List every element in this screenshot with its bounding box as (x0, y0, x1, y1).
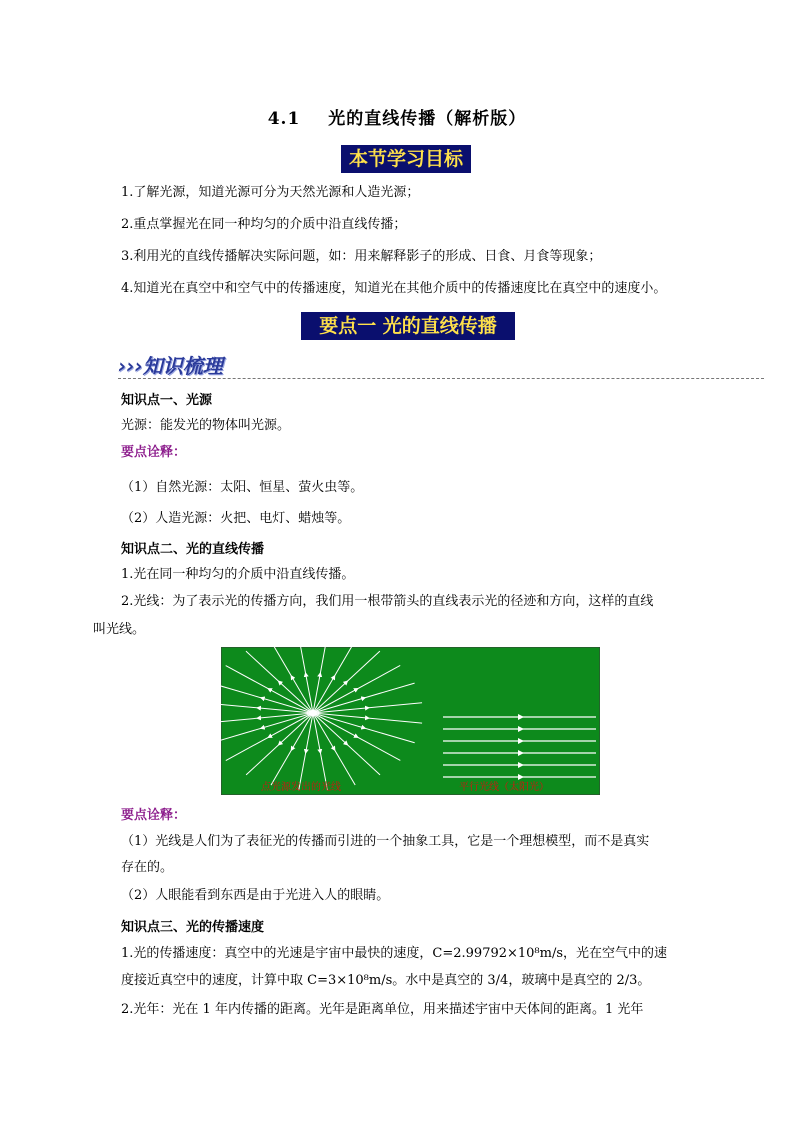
objective-item: 2.重点掌握光在同一种均匀的介质中沿直线传播； (121, 217, 407, 232)
k1-definition: 光源：能发光的物体叫光源。 (121, 418, 291, 433)
k2-heading: 知识点二、光的直线传播 (121, 542, 265, 557)
k1-item: （1）自然光源：太阳、恒星、萤火虫等。 (121, 480, 364, 495)
objectives-banner: 本节学习目标 (341, 145, 471, 173)
k1-heading: 知识点一、光源 (121, 393, 213, 408)
right-caption: 平行光线（太阳光） (459, 782, 549, 793)
k2-note: （2）人眼能看到东西是由于光进入人的眼睛。 (121, 888, 390, 903)
k2-note: 存在的。 (121, 860, 174, 875)
light-rays-diagram (221, 647, 600, 795)
key-point-banner: 要点一 光的直线传播 (301, 312, 515, 340)
objective-item: 4.知道光在真空中和空气中的传播速度，知道光在其他介质中的传播速度比在真空中的速度小。 (121, 281, 667, 296)
objective-item: 1.了解光源，知道光源可分为天然光源和人造光源； (121, 185, 420, 200)
section-heading: ›››知识梳理 (118, 354, 223, 378)
page-title (0, 104, 794, 129)
section-divider (118, 378, 764, 379)
k3-line: 2.光年：光在 1 年内传播的距离。光年是距离单位，用来描述宇宙中天体间的距离。1 光年 (121, 1002, 644, 1017)
k3-heading: 知识点三、光的传播速度 (121, 920, 265, 935)
k3-line: 1.光的传播速度：真空中的光速是宇宙中最快的速度，C=2.99792×10⁸m/s，光在空气中的速 (121, 946, 668, 961)
objective-item: 3.利用光的直线传播解决实际问题，如：用来解释影子的形成、日食、月食等现象； (121, 249, 602, 264)
k2-note: （1）光线是人们为了表征光的传播而引进的一个抽象工具，它是一个理想模型，而不是真实 (121, 834, 650, 849)
k2-line: 1.光在同一种均匀的介质中沿直线传播。 (121, 567, 355, 582)
k1-note-label: 要点诠释： (121, 445, 187, 460)
k2-note-label: 要点诠释： (121, 808, 187, 823)
section-number: 4.1 (267, 109, 301, 129)
title-text: 光的直线传播（解析版） (328, 109, 527, 129)
left-caption: 点光源发出的光线 (261, 782, 341, 793)
k2-line: 叫光线。 (93, 622, 146, 637)
point-source (310, 710, 316, 716)
k2-line: 2.光线：为了表示光的传播方向，我们用一根带箭头的直线表示光的径迹和方向，这样的直线 (121, 594, 654, 609)
k3-line: 度接近真空中的速度，计算中取 C=3×10⁸m/s。水中是真空的 3/4，玻璃中是真空的 2/3。 (121, 973, 651, 988)
k1-item: （2）人造光源：火把、电灯、蜡烛等。 (121, 511, 351, 526)
